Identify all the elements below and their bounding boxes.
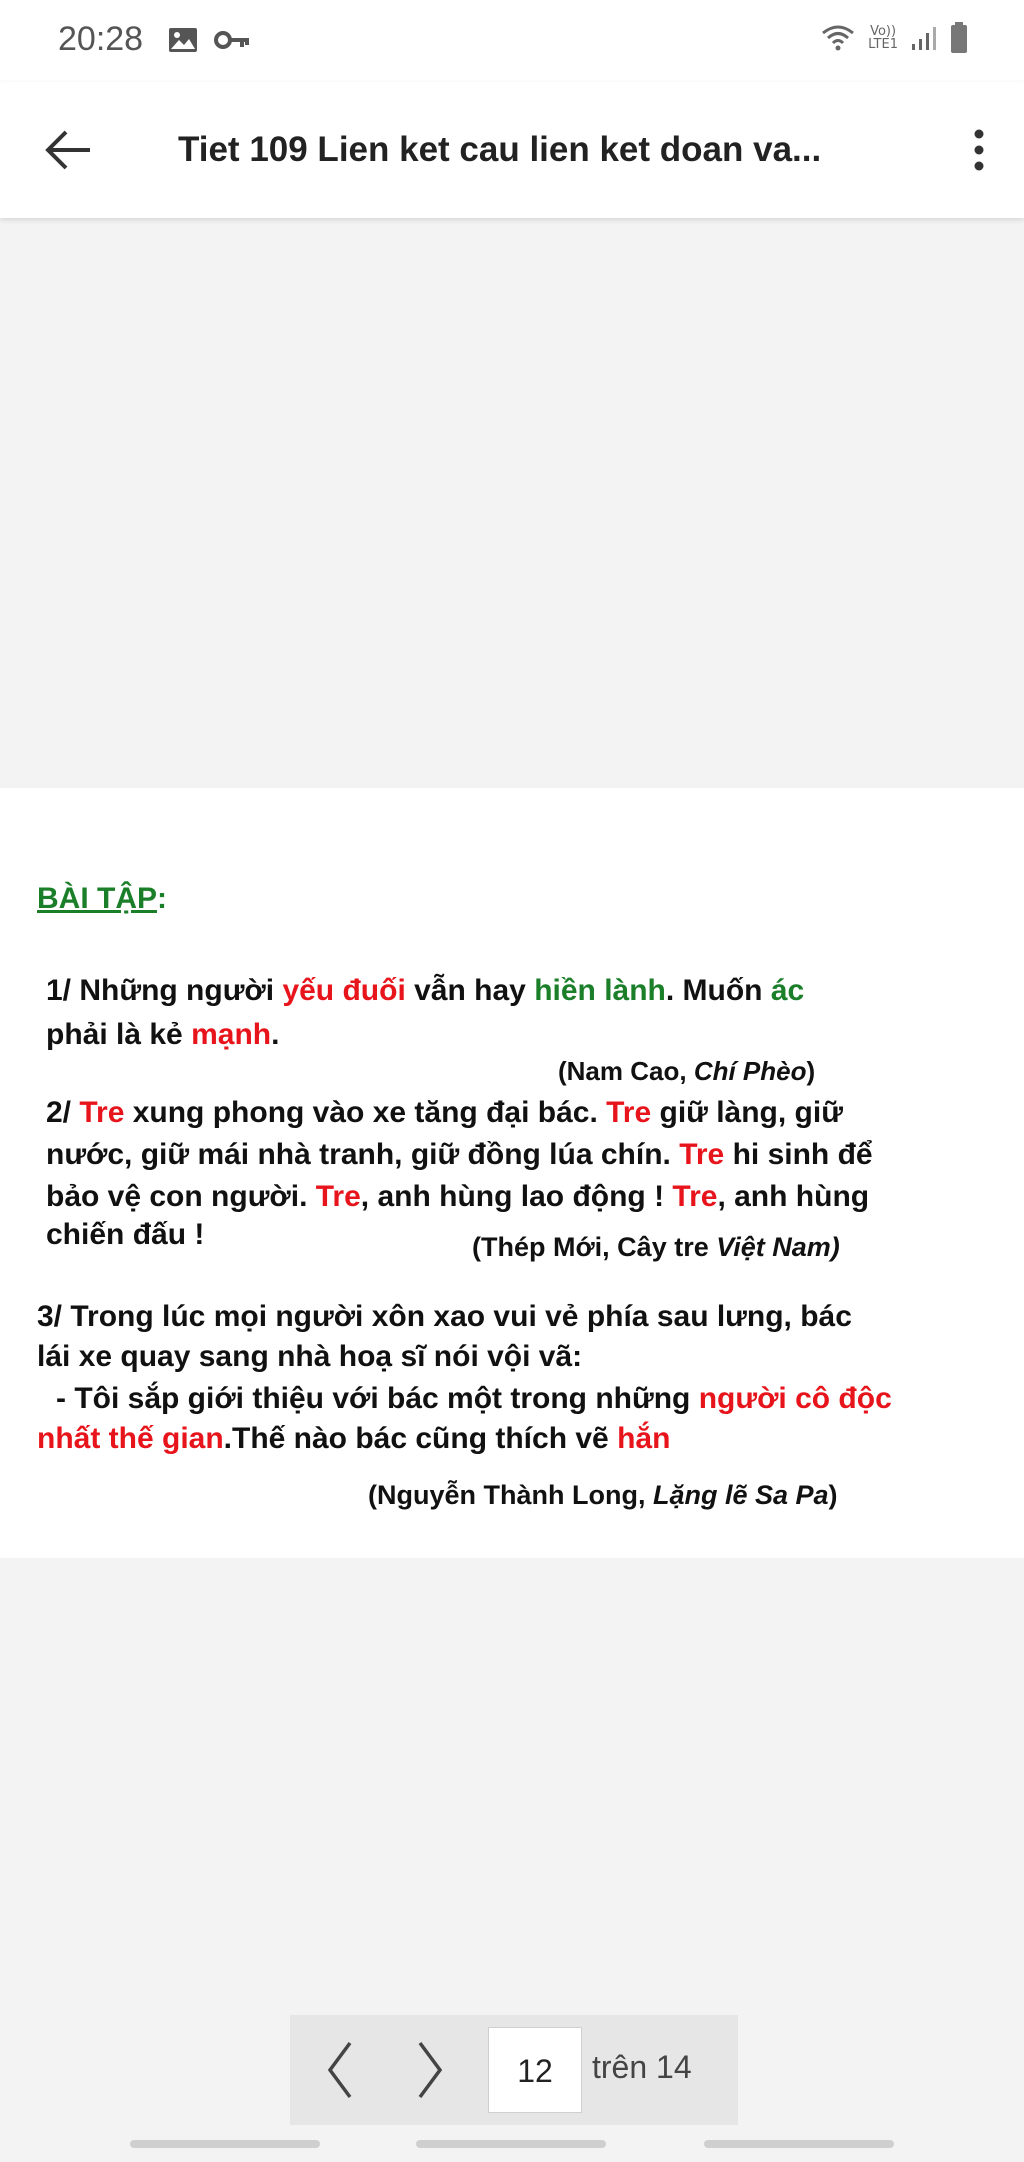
highlight-red: người cô độc <box>698 1382 892 1415</box>
item1-line1 <box>46 974 804 1008</box>
exercise-colon: : <box>157 882 167 915</box>
next-page-icon[interactable] <box>410 2037 450 2103</box>
text-run: (Nguyễn Thành Long, <box>368 1480 653 1510</box>
text-run: vẫn hay <box>405 974 535 1007</box>
app-bar <box>0 82 1024 218</box>
text-run: . Muốn <box>665 974 771 1007</box>
text-run: xung phong vào xe tăng đại bác. <box>124 1096 607 1129</box>
text-run: giữ làng, giữ <box>651 1096 843 1129</box>
highlight-green: ác <box>770 974 805 1007</box>
nav-hint-center <box>416 2140 606 2148</box>
battery-icon <box>950 22 968 54</box>
source-italic: Chí Phèo <box>693 1056 807 1086</box>
text-run: , anh hùng <box>717 1180 870 1213</box>
highlight-red: mạnh <box>191 1018 272 1051</box>
item3-line1: 3/ Trong lúc mọi người xôn xao vui vẻ phía sau lưng, bác <box>37 1300 852 1333</box>
item2-line2 <box>46 1138 873 1172</box>
item3-line2: lái xe quay sang nhà hoạ sĩ nói vội vã: <box>37 1340 583 1373</box>
text-run: (Thép Mới, Cây tre <box>472 1232 717 1262</box>
item2-source <box>472 1232 840 1263</box>
wifi-icon <box>820 23 856 53</box>
text-run: .Thế nào bác cũng thích vẽ <box>223 1422 618 1455</box>
item1-source <box>558 1056 815 1087</box>
status-bar <box>0 0 1024 82</box>
item3-line3 <box>56 1382 892 1416</box>
document-title: Tiet 109 Lien ket cau lien ket doan va... <box>178 130 822 169</box>
text-run: nước, giữ mái nhà tranh, giữ đồng lúa chín. <box>46 1138 680 1171</box>
back-arrow-icon[interactable] <box>40 122 96 178</box>
page-total-label: trên 14 <box>592 2049 692 2085</box>
slide-page <box>0 788 1024 1558</box>
page-number-input[interactable]: 12 <box>488 2027 582 2113</box>
lte-label: LTE1 <box>868 37 898 52</box>
volte-indicator <box>868 25 898 51</box>
source-italic: Việt Nam) <box>716 1232 840 1262</box>
exercise-title: BÀI TẬP <box>37 882 157 915</box>
exercise-heading <box>37 882 167 916</box>
key-icon <box>214 27 250 53</box>
text-run: . <box>271 1018 280 1051</box>
text-run: - Tôi sắp giới thiệu với bác một trong những <box>56 1382 699 1415</box>
source-italic: Lặng lẽ Sa Pa <box>652 1480 829 1510</box>
item1-line2 <box>46 1018 279 1052</box>
volte-label: Vo)) <box>870 24 897 39</box>
status-time: 20:28 <box>58 20 144 58</box>
text-run: (Nam Cao, <box>558 1056 694 1086</box>
text-run: bảo vệ con người. <box>46 1180 316 1213</box>
nav-hint-left <box>130 2140 320 2148</box>
item3-line4 <box>37 1422 670 1456</box>
text-run: ) <box>806 1056 816 1086</box>
text-run: 1/ Những người <box>46 974 283 1007</box>
previous-page-icon[interactable] <box>320 2037 360 2103</box>
highlight-red: Tre <box>79 1096 125 1129</box>
item3-source <box>368 1480 838 1511</box>
page-navigator <box>290 2015 738 2125</box>
item2-line3 <box>46 1180 869 1214</box>
highlight-red: nhất thế gian <box>37 1422 224 1455</box>
highlight-red: Tre <box>679 1138 725 1171</box>
highlight-red: Tre <box>672 1180 718 1213</box>
highlight-green: hiền lành <box>534 974 666 1007</box>
highlight-red: yếu đuối <box>282 974 406 1007</box>
status-system-icons <box>820 22 968 54</box>
image-icon <box>168 27 198 53</box>
item2-line4: chiến đấu ! <box>46 1218 205 1251</box>
highlight-red: hắn <box>617 1422 671 1455</box>
item2-line1 <box>46 1096 843 1130</box>
text-run: ) <box>828 1480 838 1510</box>
signal-icon <box>910 24 938 52</box>
text-run: phải là kẻ <box>46 1018 192 1051</box>
highlight-red: Tre <box>315 1180 361 1213</box>
text-run: , anh hùng lao động ! <box>360 1180 673 1213</box>
more-options-icon[interactable] <box>964 122 994 178</box>
status-notification-icons <box>168 27 250 53</box>
nav-hint-right <box>704 2140 894 2148</box>
highlight-red: Tre <box>606 1096 652 1129</box>
text-run: hi sinh để <box>724 1138 873 1171</box>
text-run: 2/ <box>46 1096 80 1129</box>
